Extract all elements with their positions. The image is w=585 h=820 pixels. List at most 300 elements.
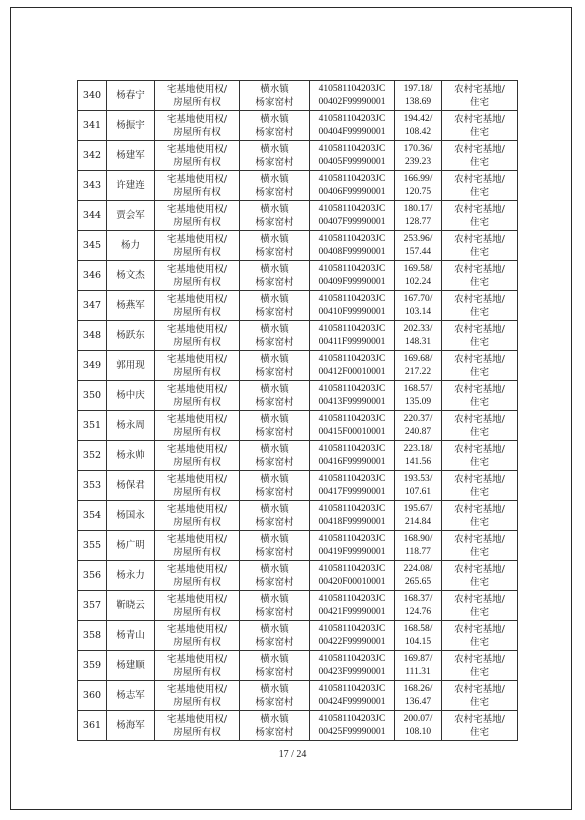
parcel-code-line: 410581104203JC: [318, 143, 386, 154]
row-number-cell: 354: [78, 501, 107, 531]
area-value-cell: [395, 291, 442, 321]
land-use-line: 住宅: [469, 396, 489, 408]
table-row: [78, 441, 518, 471]
land-use-line: 住宅: [469, 126, 489, 138]
table-row: [78, 321, 518, 351]
table-row: [78, 141, 518, 171]
land-use-cell: [442, 561, 518, 591]
table-row: [78, 531, 518, 561]
right-type-line: 宅基地使用权/: [166, 683, 228, 695]
location-cell: [240, 171, 310, 201]
land-use-line: 农村宅基地/: [454, 473, 505, 485]
area-value-cell: [395, 471, 442, 501]
owner-name-cell: 杨永周: [107, 411, 155, 441]
location-cell: [240, 591, 310, 621]
location-cell: [240, 321, 310, 351]
page-number: 17 / 24: [278, 749, 307, 760]
right-type-line: 宅基地使用权/: [166, 83, 228, 95]
right-type-line: 房屋所有权: [173, 366, 221, 378]
parcel-code-line: 00406F99990001: [318, 186, 386, 197]
area-value-line: 223.18/: [403, 443, 433, 454]
area-value-cell: [395, 651, 442, 681]
row-number-cell: 347: [78, 291, 107, 321]
location-line: 杨家窑村: [255, 306, 294, 318]
land-use-line: 农村宅基地/: [454, 83, 505, 95]
area-value-cell: [395, 441, 442, 471]
parcel-code-line: 410581104203JC: [318, 293, 386, 304]
area-value-cell: [395, 171, 442, 201]
owner-name-cell: 杨力: [107, 231, 155, 261]
parcel-code-line: 410581104203JC: [318, 473, 386, 484]
land-use-line: 农村宅基地/: [454, 533, 505, 545]
land-use-cell: [442, 471, 518, 501]
location-cell: [240, 81, 310, 111]
table-row: [78, 711, 518, 741]
area-value-cell: [395, 711, 442, 741]
location-line: 杨家窑村: [255, 696, 294, 708]
right-type-cell: [155, 441, 240, 471]
parcel-code-cell: [310, 441, 395, 471]
location-cell: [240, 111, 310, 141]
owner-name-cell: 靳晓云: [107, 591, 155, 621]
location-line: 横水镇: [260, 383, 289, 395]
owner-name-cell: 杨永力: [107, 561, 155, 591]
area-value-cell: [395, 591, 442, 621]
right-type-line: 房屋所有权: [173, 306, 221, 318]
right-type-line: 房屋所有权: [173, 606, 221, 618]
area-value-line: 111.31: [405, 666, 431, 677]
location-cell: [240, 531, 310, 561]
land-use-line: 农村宅基地/: [454, 263, 505, 275]
land-use-line: 住宅: [469, 156, 489, 168]
area-value-cell: [395, 141, 442, 171]
right-type-line: 房屋所有权: [173, 456, 221, 468]
parcel-code-line: 00423F99990001: [318, 666, 386, 677]
location-line: 杨家窑村: [255, 396, 294, 408]
right-type-cell: [155, 621, 240, 651]
location-line: 横水镇: [260, 263, 289, 275]
area-value-cell: [395, 111, 442, 141]
area-value-cell: [395, 501, 442, 531]
area-value-line: 103.14: [404, 306, 432, 317]
location-cell: [240, 141, 310, 171]
location-cell: [240, 681, 310, 711]
area-value-line: 239.23: [404, 156, 432, 167]
right-type-cell: [155, 381, 240, 411]
right-type-cell: [155, 321, 240, 351]
location-cell: [240, 351, 310, 381]
right-type-line: 房屋所有权: [173, 426, 221, 438]
area-value-line: 135.09: [404, 396, 432, 407]
area-value-cell: [395, 681, 442, 711]
parcel-code-cell: [310, 291, 395, 321]
parcel-code-line: 00416F99990001: [318, 456, 386, 467]
right-type-line: 宅基地使用权/: [166, 353, 228, 365]
registration-table: [77, 80, 518, 741]
parcel-code-cell: [310, 621, 395, 651]
land-use-line: 住宅: [469, 696, 489, 708]
location-cell: [240, 411, 310, 441]
area-value-line: 169.87/: [403, 653, 433, 664]
parcel-code-cell: [310, 501, 395, 531]
land-use-line: 住宅: [469, 546, 489, 558]
location-line: 横水镇: [260, 323, 289, 335]
location-line: 杨家窑村: [255, 186, 294, 198]
location-cell: [240, 231, 310, 261]
table-row: [78, 501, 518, 531]
right-type-line: 宅基地使用权/: [166, 413, 228, 425]
right-type-line: 宅基地使用权/: [166, 623, 228, 635]
area-value-line: 168.90/: [403, 533, 433, 544]
row-number-cell: 356: [78, 561, 107, 591]
parcel-code-line: 00409F99990001: [318, 276, 386, 287]
parcel-code-line: 00425F99990001: [318, 726, 386, 737]
parcel-code-cell: [310, 141, 395, 171]
location-line: 杨家窑村: [255, 156, 294, 168]
right-type-line: 房屋所有权: [173, 276, 221, 288]
land-use-cell: [442, 681, 518, 711]
right-type-line: 宅基地使用权/: [166, 143, 228, 155]
area-value-line: 124.76: [404, 606, 432, 617]
location-cell: [240, 291, 310, 321]
parcel-code-line: 410581104203JC: [318, 383, 386, 394]
location-line: 杨家窑村: [255, 96, 294, 108]
row-number-cell: 350: [78, 381, 107, 411]
land-use-line: 农村宅基地/: [454, 353, 505, 365]
location-line: 横水镇: [260, 563, 289, 575]
location-line: 杨家窑村: [255, 726, 294, 738]
land-use-line: 农村宅基地/: [454, 173, 505, 185]
land-use-cell: [442, 531, 518, 561]
row-number-cell: 359: [78, 651, 107, 681]
location-line: 杨家窑村: [255, 276, 294, 288]
area-value-line: 180.17/: [403, 203, 433, 214]
parcel-code-line: 00413F99990001: [318, 396, 386, 407]
right-type-line: 房屋所有权: [173, 666, 221, 678]
right-type-line: 房屋所有权: [173, 726, 221, 738]
right-type-cell: [155, 711, 240, 741]
table-row: [78, 591, 518, 621]
parcel-code-line: 410581104203JC: [318, 533, 386, 544]
land-use-line: 住宅: [469, 96, 489, 108]
location-line: 横水镇: [260, 83, 289, 95]
parcel-code-line: 00422F99990001: [318, 636, 386, 647]
parcel-code-line: 410581104203JC: [318, 503, 386, 514]
parcel-code-cell: [310, 651, 395, 681]
area-value-line: 136.47: [404, 696, 432, 707]
right-type-cell: [155, 651, 240, 681]
location-line: 横水镇: [260, 353, 289, 365]
land-use-cell: [442, 81, 518, 111]
land-use-line: 农村宅基地/: [454, 653, 505, 665]
table-row: [78, 561, 518, 591]
right-type-cell: [155, 531, 240, 561]
location-cell: [240, 471, 310, 501]
area-value-cell: [395, 561, 442, 591]
row-number-cell: 352: [78, 441, 107, 471]
right-type-line: 宅基地使用权/: [166, 533, 228, 545]
table-row: [78, 351, 518, 381]
table-body: [78, 81, 518, 741]
right-type-line: 房屋所有权: [173, 156, 221, 168]
table-row: [78, 681, 518, 711]
right-type-line: 房屋所有权: [173, 246, 221, 258]
land-use-line: 住宅: [469, 336, 489, 348]
parcel-code-line: 410581104203JC: [318, 653, 386, 664]
parcel-code-cell: [310, 591, 395, 621]
land-use-line: 农村宅基地/: [454, 503, 505, 515]
parcel-code-line: 00420F00010001: [318, 576, 386, 587]
location-line: 横水镇: [260, 503, 289, 515]
right-type-line: 宅基地使用权/: [166, 443, 228, 455]
table-row: [78, 171, 518, 201]
table-row: [78, 81, 518, 111]
row-number-cell: 348: [78, 321, 107, 351]
parcel-code-cell: [310, 531, 395, 561]
area-value-line: 197.18/: [403, 83, 433, 94]
right-type-cell: [155, 351, 240, 381]
right-type-line: 宅基地使用权/: [166, 473, 228, 485]
land-use-cell: [442, 351, 518, 381]
parcel-code-line: 00402F99990001: [318, 96, 386, 107]
parcel-code-line: 00411F99990001: [318, 336, 386, 347]
row-number-cell: 351: [78, 411, 107, 441]
parcel-code-line: 410581104203JC: [318, 563, 386, 574]
owner-name-cell: 杨国永: [107, 501, 155, 531]
area-value-line: 200.07/: [403, 713, 433, 724]
land-use-cell: [442, 321, 518, 351]
table-row: [78, 261, 518, 291]
row-number-cell: 358: [78, 621, 107, 651]
land-use-cell: [442, 411, 518, 441]
land-use-cell: [442, 501, 518, 531]
right-type-line: 宅基地使用权/: [166, 503, 228, 515]
land-use-cell: [442, 591, 518, 621]
land-use-line: 住宅: [469, 306, 489, 318]
row-number-cell: 343: [78, 171, 107, 201]
location-line: 杨家窑村: [255, 546, 294, 558]
area-value-cell: [395, 351, 442, 381]
table-row: [78, 651, 518, 681]
owner-name-cell: 杨振宇: [107, 111, 155, 141]
parcel-code-line: 00415F00010001: [318, 426, 386, 437]
area-value-line: 167.70/: [403, 293, 433, 304]
owner-name-cell: 杨志军: [107, 681, 155, 711]
land-use-line: 住宅: [469, 366, 489, 378]
parcel-code-line: 00410F99990001: [318, 306, 386, 317]
row-number-cell: 345: [78, 231, 107, 261]
parcel-code-cell: [310, 231, 395, 261]
owner-name-cell: 杨保君: [107, 471, 155, 501]
location-line: 杨家窑村: [255, 606, 294, 618]
parcel-code-line: 00408F99990001: [318, 246, 386, 257]
row-number-cell: 346: [78, 261, 107, 291]
parcel-code-line: 410581104203JC: [318, 113, 386, 124]
land-use-line: 住宅: [469, 666, 489, 678]
location-line: 杨家窑村: [255, 246, 294, 258]
land-use-line: 农村宅基地/: [454, 623, 505, 635]
land-use-line: 住宅: [469, 576, 489, 588]
location-cell: [240, 201, 310, 231]
owner-name-cell: 杨跃东: [107, 321, 155, 351]
parcel-code-line: 00404F99990001: [318, 126, 386, 137]
right-type-cell: [155, 81, 240, 111]
row-number-cell: 340: [78, 81, 107, 111]
land-use-line: 农村宅基地/: [454, 443, 505, 455]
table-row: [78, 111, 518, 141]
land-use-line: 住宅: [469, 216, 489, 228]
land-use-cell: [442, 651, 518, 681]
right-type-line: 房屋所有权: [173, 396, 221, 408]
parcel-code-line: 00419F99990001: [318, 546, 386, 557]
area-value-cell: [395, 381, 442, 411]
land-use-line: 农村宅基地/: [454, 323, 505, 335]
land-use-cell: [442, 171, 518, 201]
right-type-line: 房屋所有权: [173, 96, 221, 108]
right-type-cell: [155, 201, 240, 231]
land-use-line: 住宅: [469, 276, 489, 288]
location-line: 横水镇: [260, 233, 289, 245]
land-use-cell: [442, 261, 518, 291]
location-line: 横水镇: [260, 113, 289, 125]
location-line: 横水镇: [260, 593, 289, 605]
right-type-line: 房屋所有权: [173, 336, 221, 348]
location-cell: [240, 621, 310, 651]
parcel-code-cell: [310, 471, 395, 501]
location-line: 杨家窑村: [255, 366, 294, 378]
right-type-line: 房屋所有权: [173, 516, 221, 528]
land-use-line: 住宅: [469, 516, 489, 528]
area-value-cell: [395, 411, 442, 441]
row-number-cell: 355: [78, 531, 107, 561]
area-value-line: 170.36/: [403, 143, 433, 154]
area-value-line: 148.31: [404, 336, 432, 347]
land-use-line: 农村宅基地/: [454, 563, 505, 575]
area-value-line: 265.65: [404, 576, 432, 587]
right-type-cell: [155, 591, 240, 621]
land-use-line: 农村宅基地/: [454, 593, 505, 605]
parcel-code-line: 410581104203JC: [318, 593, 386, 604]
parcel-code-line: 410581104203JC: [318, 623, 386, 634]
parcel-code-cell: [310, 681, 395, 711]
area-value-line: 240.87: [404, 426, 432, 437]
owner-name-cell: 杨中庆: [107, 381, 155, 411]
area-value-line: 118.77: [405, 546, 431, 557]
table-row: [78, 621, 518, 651]
land-use-line: 住宅: [469, 456, 489, 468]
area-value-line: 169.68/: [403, 353, 433, 364]
parcel-code-cell: [310, 81, 395, 111]
area-value-line: 138.69: [404, 96, 432, 107]
right-type-line: 房屋所有权: [173, 186, 221, 198]
row-number-cell: 341: [78, 111, 107, 141]
location-line: 横水镇: [260, 443, 289, 455]
right-type-line: 宅基地使用权/: [166, 203, 228, 215]
parcel-code-line: 410581104203JC: [318, 83, 386, 94]
right-type-cell: [155, 111, 240, 141]
area-value-line: 169.58/: [403, 263, 433, 274]
area-value-line: 104.15: [404, 636, 432, 647]
parcel-code-cell: [310, 171, 395, 201]
area-value-cell: [395, 201, 442, 231]
parcel-code-line: 410581104203JC: [318, 263, 386, 274]
row-number-cell: 357: [78, 591, 107, 621]
land-use-line: 农村宅基地/: [454, 113, 505, 125]
parcel-code-line: 410581104203JC: [318, 173, 386, 184]
right-type-cell: [155, 561, 240, 591]
right-type-line: 房屋所有权: [173, 576, 221, 588]
area-value-line: 157.44: [404, 246, 432, 257]
owner-name-cell: 杨青山: [107, 621, 155, 651]
area-value-line: 253.96/: [403, 233, 433, 244]
row-number-cell: 361: [78, 711, 107, 741]
parcel-code-cell: [310, 321, 395, 351]
location-line: 杨家窑村: [255, 216, 294, 228]
owner-name-cell: 杨文杰: [107, 261, 155, 291]
parcel-code-cell: [310, 111, 395, 141]
area-value-line: 168.37/: [403, 593, 433, 604]
area-value-line: 108.10: [404, 726, 432, 737]
parcel-code-line: 00405F99990001: [318, 156, 386, 167]
right-type-cell: [155, 681, 240, 711]
parcel-code-line: 410581104203JC: [318, 233, 386, 244]
location-line: 横水镇: [260, 173, 289, 185]
area-value-line: 102.24: [404, 276, 432, 287]
area-value-line: 107.61: [404, 486, 432, 497]
land-use-cell: [442, 111, 518, 141]
area-value-line: 141.56: [404, 456, 432, 467]
right-type-cell: [155, 141, 240, 171]
right-type-line: 房屋所有权: [173, 546, 221, 558]
land-use-line: 住宅: [469, 186, 489, 198]
right-type-line: 房屋所有权: [173, 216, 221, 228]
parcel-code-line: 410581104203JC: [318, 203, 386, 214]
land-use-cell: [442, 441, 518, 471]
location-line: 横水镇: [260, 683, 289, 695]
row-number-cell: 360: [78, 681, 107, 711]
area-value-line: 194.42/: [403, 113, 433, 124]
right-type-line: 宅基地使用权/: [166, 653, 228, 665]
location-line: 横水镇: [260, 413, 289, 425]
area-value-line: 166.99/: [403, 173, 433, 184]
table-row: [78, 291, 518, 321]
location-cell: [240, 651, 310, 681]
owner-name-cell: 杨燕军: [107, 291, 155, 321]
location-line: 横水镇: [260, 143, 289, 155]
area-value-line: 168.26/: [403, 683, 433, 694]
land-use-line: 住宅: [469, 636, 489, 648]
row-number-cell: 342: [78, 141, 107, 171]
area-value-line: 202.33/: [403, 323, 433, 334]
right-type-line: 房屋所有权: [173, 636, 221, 648]
parcel-code-line: 00424F99990001: [318, 696, 386, 707]
parcel-code-line: 410581104203JC: [318, 413, 386, 424]
location-line: 杨家窑村: [255, 426, 294, 438]
owner-name-cell: 贾会军: [107, 201, 155, 231]
row-number-cell: 353: [78, 471, 107, 501]
location-cell: [240, 381, 310, 411]
area-value-cell: [395, 621, 442, 651]
parcel-code-line: 410581104203JC: [318, 323, 386, 334]
land-use-line: 住宅: [469, 726, 489, 738]
area-value-cell: [395, 261, 442, 291]
owner-name-cell: 杨春宁: [107, 81, 155, 111]
location-line: 杨家窑村: [255, 516, 294, 528]
location-cell: [240, 501, 310, 531]
land-use-cell: [442, 711, 518, 741]
land-use-cell: [442, 621, 518, 651]
row-number-cell: 344: [78, 201, 107, 231]
